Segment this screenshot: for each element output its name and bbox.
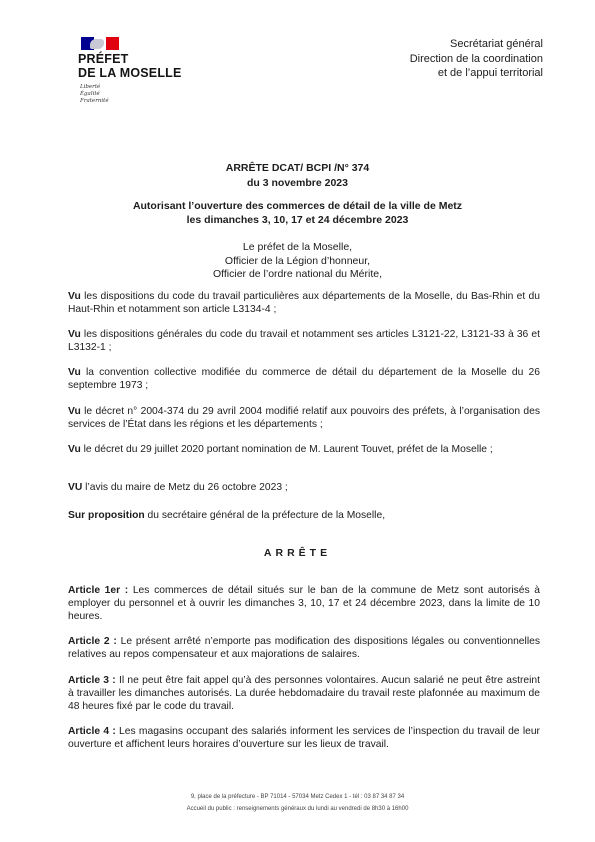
footer-hours: Accueil du public : renseignements généraux du lundi au vendredi de 8h30 à 16h00 (186, 806, 409, 812)
visa-text: le décret n° 2004-374 du 29 avril 2004 modifié relatif aux pouvoirs des préfets, à l’organisation des services de l’État dans les régions et les départements ; (68, 406, 540, 431)
service-line: Secrétariat général (450, 38, 543, 50)
logo-line-1: PRÉFET (78, 52, 129, 66)
article-paragraph (68, 635, 540, 661)
visa-lead: Vu (68, 406, 81, 417)
visa-lead: VU (68, 482, 83, 493)
motto-fraternite: Fraternité (80, 98, 109, 104)
visa-text: l’avis du maire de Metz du 26 octobre 2023 ; (82, 482, 288, 493)
visa-paragraph (68, 405, 540, 431)
decree-date: du 3 novembre 2023 (247, 177, 348, 189)
visa-lead: Vu (68, 329, 81, 340)
logo-line-2: DE LA MOSELLE (78, 66, 182, 80)
service-line: Direction de la coordination (409, 52, 543, 65)
decree-subject-line-2: les dimanches 3, 10, 17 et 24 décembre 2023 (186, 214, 409, 226)
visa-lead: Vu (68, 367, 81, 378)
visa-text: les dispositions du code du travail particulières aux départements de la Moselle, du Bas-Rhin et du Haut-Rhin et notamment son article L3134-4 ; (68, 291, 540, 316)
visa-paragraph (68, 328, 540, 354)
decree-subject-line-1: Autorisant l’ouverture des commerces de détail de la ville de Metz (132, 200, 463, 212)
article-lead: Article 2 : (68, 636, 117, 647)
proposal-lead: Sur proposition (68, 510, 145, 521)
visa-paragraph (68, 290, 540, 316)
visa-text: les dispositions générales du code du travail et notamment ses articles L3121-22, L3121-33 à 36 et L3132-1 ; (68, 329, 540, 354)
motto-egalite: Égalité (80, 91, 100, 97)
proposal-paragraph (68, 509, 540, 522)
article-text: Le présent arrêté n’emporte pas modification des dispositions légales ou conventionnelles relatives au repos compensateur et aux majorations de salaires. (68, 636, 540, 661)
marianne-flag-icon (81, 37, 119, 50)
article-paragraph (68, 584, 540, 624)
issuing-service (410, 37, 543, 81)
authority-line: Le préfet de la Moselle, (242, 241, 353, 253)
service-line: et de l’appui territorial (437, 67, 543, 79)
motto-liberte: Liberté (80, 84, 101, 90)
visa-lead: Vu (68, 444, 81, 455)
article-paragraph (68, 674, 540, 714)
footer-address: 9, place de la préfecture - BP 71014 - 57034 Metz Cedex 1 - tél : 03 87 34 87 34 (190, 794, 405, 800)
visa-paragraph (68, 443, 540, 456)
article-paragraph (68, 725, 540, 751)
decision-heading: ARRÊTE (263, 547, 332, 559)
authority-line: Officier de l’ordre national du Mérite, (212, 268, 383, 280)
proposal-text: du secrétaire général de la préfecture de la Moselle, (144, 510, 386, 521)
decree-number: ARRÊTE DCAT/ BCPI /N° 374 (225, 162, 370, 174)
article-text: Les commerces de détail situés sur le ban de la commune de Metz sont autorisés à employer du personnel et à ouvrir les dimanches 3, 10, 17 et 24 décembre 2023, dans la limite de 10 heures. (68, 585, 540, 623)
article-lead: Article 1er : (68, 585, 129, 596)
article-lead: Article 4 : (68, 726, 116, 737)
article-text: Il ne peut être fait appel qu’à des personnes volontaires. Aucun salarié ne peut être astreint à travailler les dimanches autorisés. La durée hebdomadaire du travail reste plafonnée au maximum de 48 heures fixé par le code du travail. (68, 675, 540, 713)
article-text: Les magasins occupant des salariés informent les services de l’inspection du travail de leur ouverture et affichent leurs horaires d’ouverture sur les lieux de travail. (68, 726, 540, 751)
visa-text: la convention collective modifiée du commerce de détail du département de la Moselle du 26 septembre 1973 ; (68, 367, 540, 392)
visa-lead: Vu (68, 291, 81, 302)
article-lead: Article 3 : (68, 675, 116, 686)
visa-paragraph (68, 366, 540, 392)
visa-text: le décret du 29 juillet 2020 portant nomination de M. Laurent Touvet, préfet de la Moselle ; (80, 444, 493, 455)
authority-line: Officier de la Légion d’honneur, (224, 255, 371, 267)
visa-paragraph (68, 481, 540, 494)
